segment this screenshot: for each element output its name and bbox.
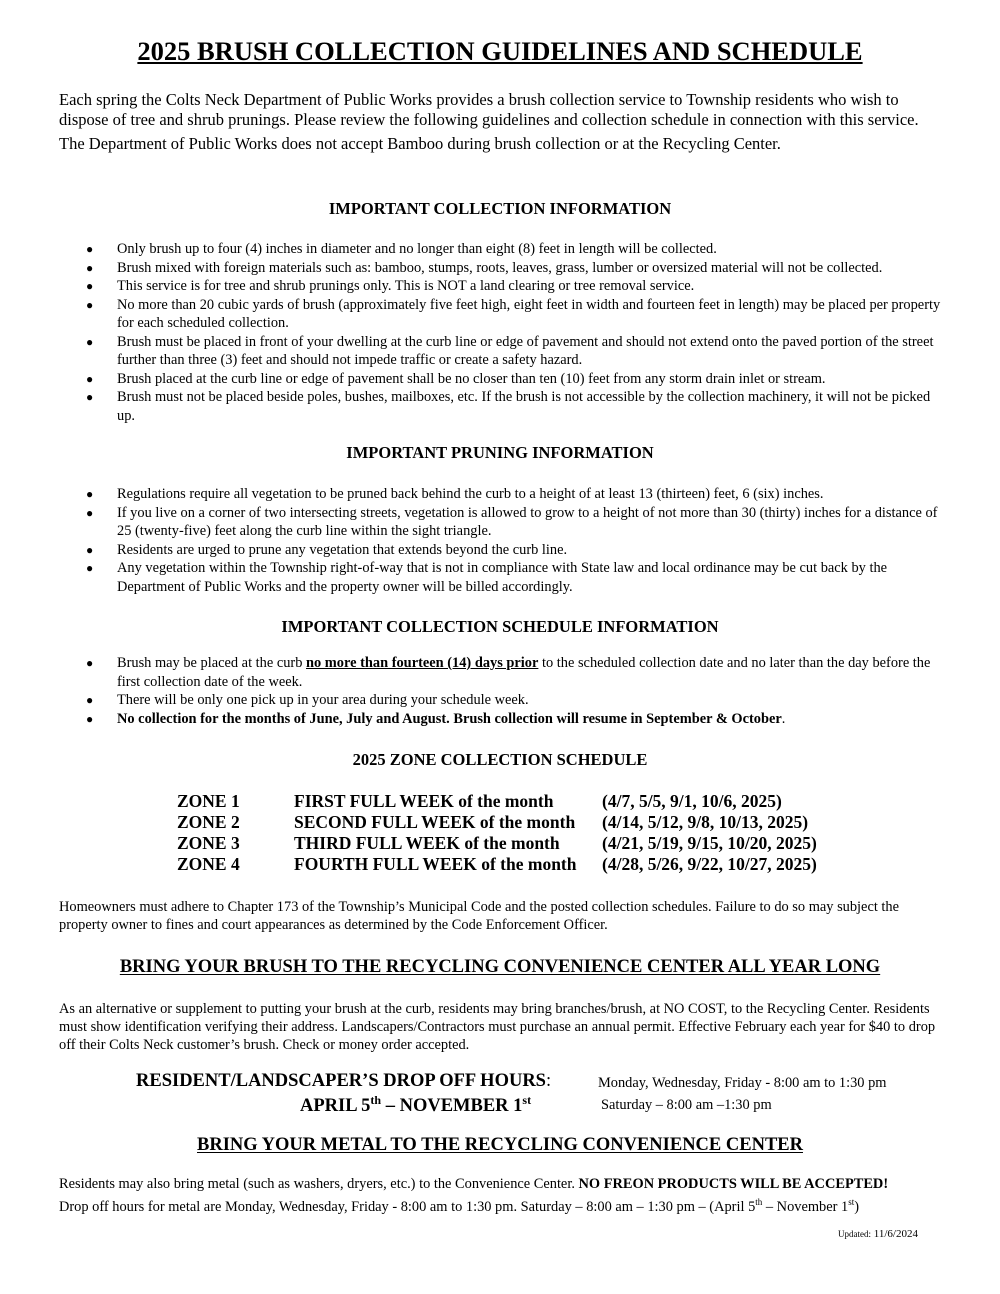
zone-label: ZONE 1 bbox=[177, 791, 240, 811]
recycling-brush-heading: BRING YOUR BRUSH TO THE RECYCLING CONVENIENCE CENTER ALL YEAR LONG bbox=[119, 957, 881, 977]
zone-schedule-table bbox=[177, 791, 817, 875]
list-item: ● No collection for the months of June, July and August. Brush collection will resume in September & October. bbox=[86, 710, 786, 727]
zone-label: ZONE 3 bbox=[177, 833, 240, 853]
bullet-icon: ● bbox=[86, 371, 94, 386]
bullet-icon: ● bbox=[86, 487, 94, 501]
zone-row bbox=[177, 833, 817, 854]
list-item: ● Any vegetation within the Township right-of-way that is not in compliance with State law and local ordinance may be cut back by the Department of Public Works and the property owner will be billed accordingly. bbox=[86, 560, 888, 595]
list-item: ● Brush may be placed at the curb no more than fourteen (14) days prior to the scheduled collection date and no later than the day before the first collection date of the week. bbox=[86, 655, 931, 690]
pruning-info-list bbox=[86, 485, 946, 596]
zone-row bbox=[177, 854, 817, 875]
list-item: ● Brush must not be placed beside poles, bushes, mailboxes, etc. If the brush is not accessible by the collection machinery, it will not be picked up. bbox=[86, 389, 931, 424]
updated-stamp: Updated: 11/6/2024 bbox=[838, 1228, 918, 1240]
fourteen-days-emphasis: no more than fourteen (14) days prior bbox=[306, 655, 539, 671]
list-item: ● Brush mixed with foreign materials such as: bamboo, stumps, roots, leaves, grass, lumber or oversized material will not be collected. bbox=[86, 259, 883, 276]
weekday-hours: Monday, Wednesday, Friday - 8:00 am to 1:30 pm bbox=[598, 1075, 887, 1091]
zone-row bbox=[177, 812, 817, 833]
list-item: ● Residents are urged to prune any vegetation that extends beyond the curb line. bbox=[86, 541, 568, 558]
zone-dates: (4/21, 5/19, 9/15, 10/20, 2025) bbox=[602, 833, 817, 853]
zone-week: SECOND FULL WEEK of the month bbox=[294, 812, 576, 832]
recycling-brush-text: As an alternative or supplement to putting your brush at the curb, residents may bring branches/brush, at NO COST, to the Recycling Center. Residents must show identification verifying their address. Landscapers/Contractors must purchase an annual permit. Effective February each year for $40 to drop off their Colts Neck customer’s brush. Check or money order accepted. bbox=[59, 1001, 936, 1053]
no-summer-collection-notice: No collection for the months of June, July and August. Brush collection will resume in September & October bbox=[117, 710, 782, 727]
no-freon-notice: NO FREON PRODUCTS WILL BE ACCEPTED! bbox=[578, 1176, 889, 1192]
bullet-icon: ● bbox=[86, 334, 94, 349]
bullet-icon: ● bbox=[86, 505, 94, 520]
bullet-icon: ● bbox=[86, 561, 94, 575]
list-item: ● Only brush up to four (4) inches in diameter and no longer than eight (8) feet in length will be collected. bbox=[86, 241, 717, 257]
bullet-icon: ● bbox=[86, 656, 94, 670]
code-notice: Homeowners must adhere to Chapter 173 of the Township’s Municipal Code and the posted collection schedules. Failure to do so may subject the property owner to fines and court appearances as determined by the Code Enforcement Officer. bbox=[59, 899, 900, 933]
drop-off-hours-label: RESIDENT/LANDSCAPER’S DROP OFF HOURS: bbox=[136, 1071, 552, 1091]
list-item: ● There will be only one pick up in your area during your schedule week. bbox=[86, 692, 529, 708]
list-item: ● This service is for tree and shrub prunings only. This is NOT a land clearing or tree removal service. bbox=[86, 278, 695, 294]
list-item: ● Brush must be placed in front of your dwelling at the curb line or edge of pavement and should not extend onto the paved portion of the street further than three (3) feet and should not impede traffic or create a safety hazard. bbox=[86, 333, 934, 368]
zone-dates: (4/28, 5/26, 9/22, 10/27, 2025) bbox=[602, 854, 817, 874]
recycling-metal-heading: BRING YOUR METAL TO THE RECYCLING CONVENIENCE CENTER bbox=[197, 1135, 803, 1155]
bullet-icon: ● bbox=[86, 693, 94, 707]
zone-dates: (4/7, 5/5, 9/1, 10/6, 2025) bbox=[602, 791, 782, 811]
bullet-icon: ● bbox=[86, 242, 94, 256]
bullet-icon: ● bbox=[86, 390, 94, 404]
collection-info-heading: IMPORTANT COLLECTION INFORMATION bbox=[328, 199, 672, 218]
recycling-metal-text: Residents may also bring metal (such as washers, dryers, etc.) to the Convenience Center. NO FREON PRODUCTS WILL BE ACCEPTED! Drop off hours for metal are Monday, Wednesday, Friday - 8:00 am to 1:30 pm. Saturday – 8:00 am – 1:30 pm – (April 5th – November 1st) bbox=[59, 1176, 889, 1215]
bullet-icon: ● bbox=[86, 542, 94, 557]
pruning-info-heading: IMPORTANT PRUNING INFORMATION bbox=[346, 443, 654, 462]
bullet-icon: ● bbox=[86, 279, 94, 293]
zone-week: THIRD FULL WEEK of the month bbox=[294, 833, 560, 853]
zone-dates: (4/14, 5/12, 9/8, 10/13, 2025) bbox=[602, 812, 809, 832]
page-title: 2025 BRUSH COLLECTION GUIDELINES AND SCHEDULE bbox=[137, 36, 863, 66]
zone-week: FIRST FULL WEEK of the month bbox=[294, 791, 554, 811]
bamboo-notice: The Department of Public Works does not accept Bamboo during brush collection or at the Recycling Center. bbox=[59, 134, 781, 153]
bullet-icon: ● bbox=[86, 711, 94, 726]
schedule-info-heading: IMPORTANT COLLECTION SCHEDULE INFORMATION bbox=[281, 617, 719, 636]
zone-week: FOURTH FULL WEEK of the month bbox=[294, 854, 577, 874]
list-item: ● Brush placed at the curb line or edge of pavement shall be no closer than ten (10) feet from any storm drain inlet or stream. bbox=[86, 370, 826, 387]
bullet-icon: ● bbox=[86, 297, 94, 312]
list-item: ● No more than 20 cubic yards of brush (approximately five feet high, eight feet in width and fourteen feet in length) may be placed per property for each scheduled collection. bbox=[86, 296, 941, 331]
zone-label: ZONE 2 bbox=[177, 812, 240, 832]
saturday-hours: Saturday – 8:00 am –1:30 pm bbox=[601, 1097, 772, 1113]
zone-schedule-heading: 2025 ZONE COLLECTION SCHEDULE bbox=[352, 750, 648, 769]
zone-row bbox=[177, 791, 817, 812]
zone-label: ZONE 4 bbox=[177, 854, 240, 874]
intro-section bbox=[59, 90, 944, 154]
collection-info-list bbox=[86, 240, 946, 425]
intro-paragraph: Each spring the Colts Neck Department of Public Works provides a brush collection service to Township residents who wish to dispose of tree and shrub prunings. Please review the following guidelines and collection schedule in connection with this service. bbox=[59, 90, 919, 129]
list-item: ● Regulations require all vegetation to be pruned back behind the curb to a height of at least 13 (thirteen) feet, 6 (six) inches. bbox=[86, 486, 824, 502]
schedule-info-list bbox=[86, 654, 946, 728]
drop-off-season: APRIL 5th – NOVEMBER 1st bbox=[300, 1093, 532, 1117]
bullet-icon: ● bbox=[86, 260, 94, 275]
list-item: ● If you live on a corner of two intersecting streets, vegetation is allowed to grow to a height of not more than 30 (thirty) inches for a distance of 25 (twenty-five) feet along the curb line within the sight triangle. bbox=[86, 504, 938, 539]
